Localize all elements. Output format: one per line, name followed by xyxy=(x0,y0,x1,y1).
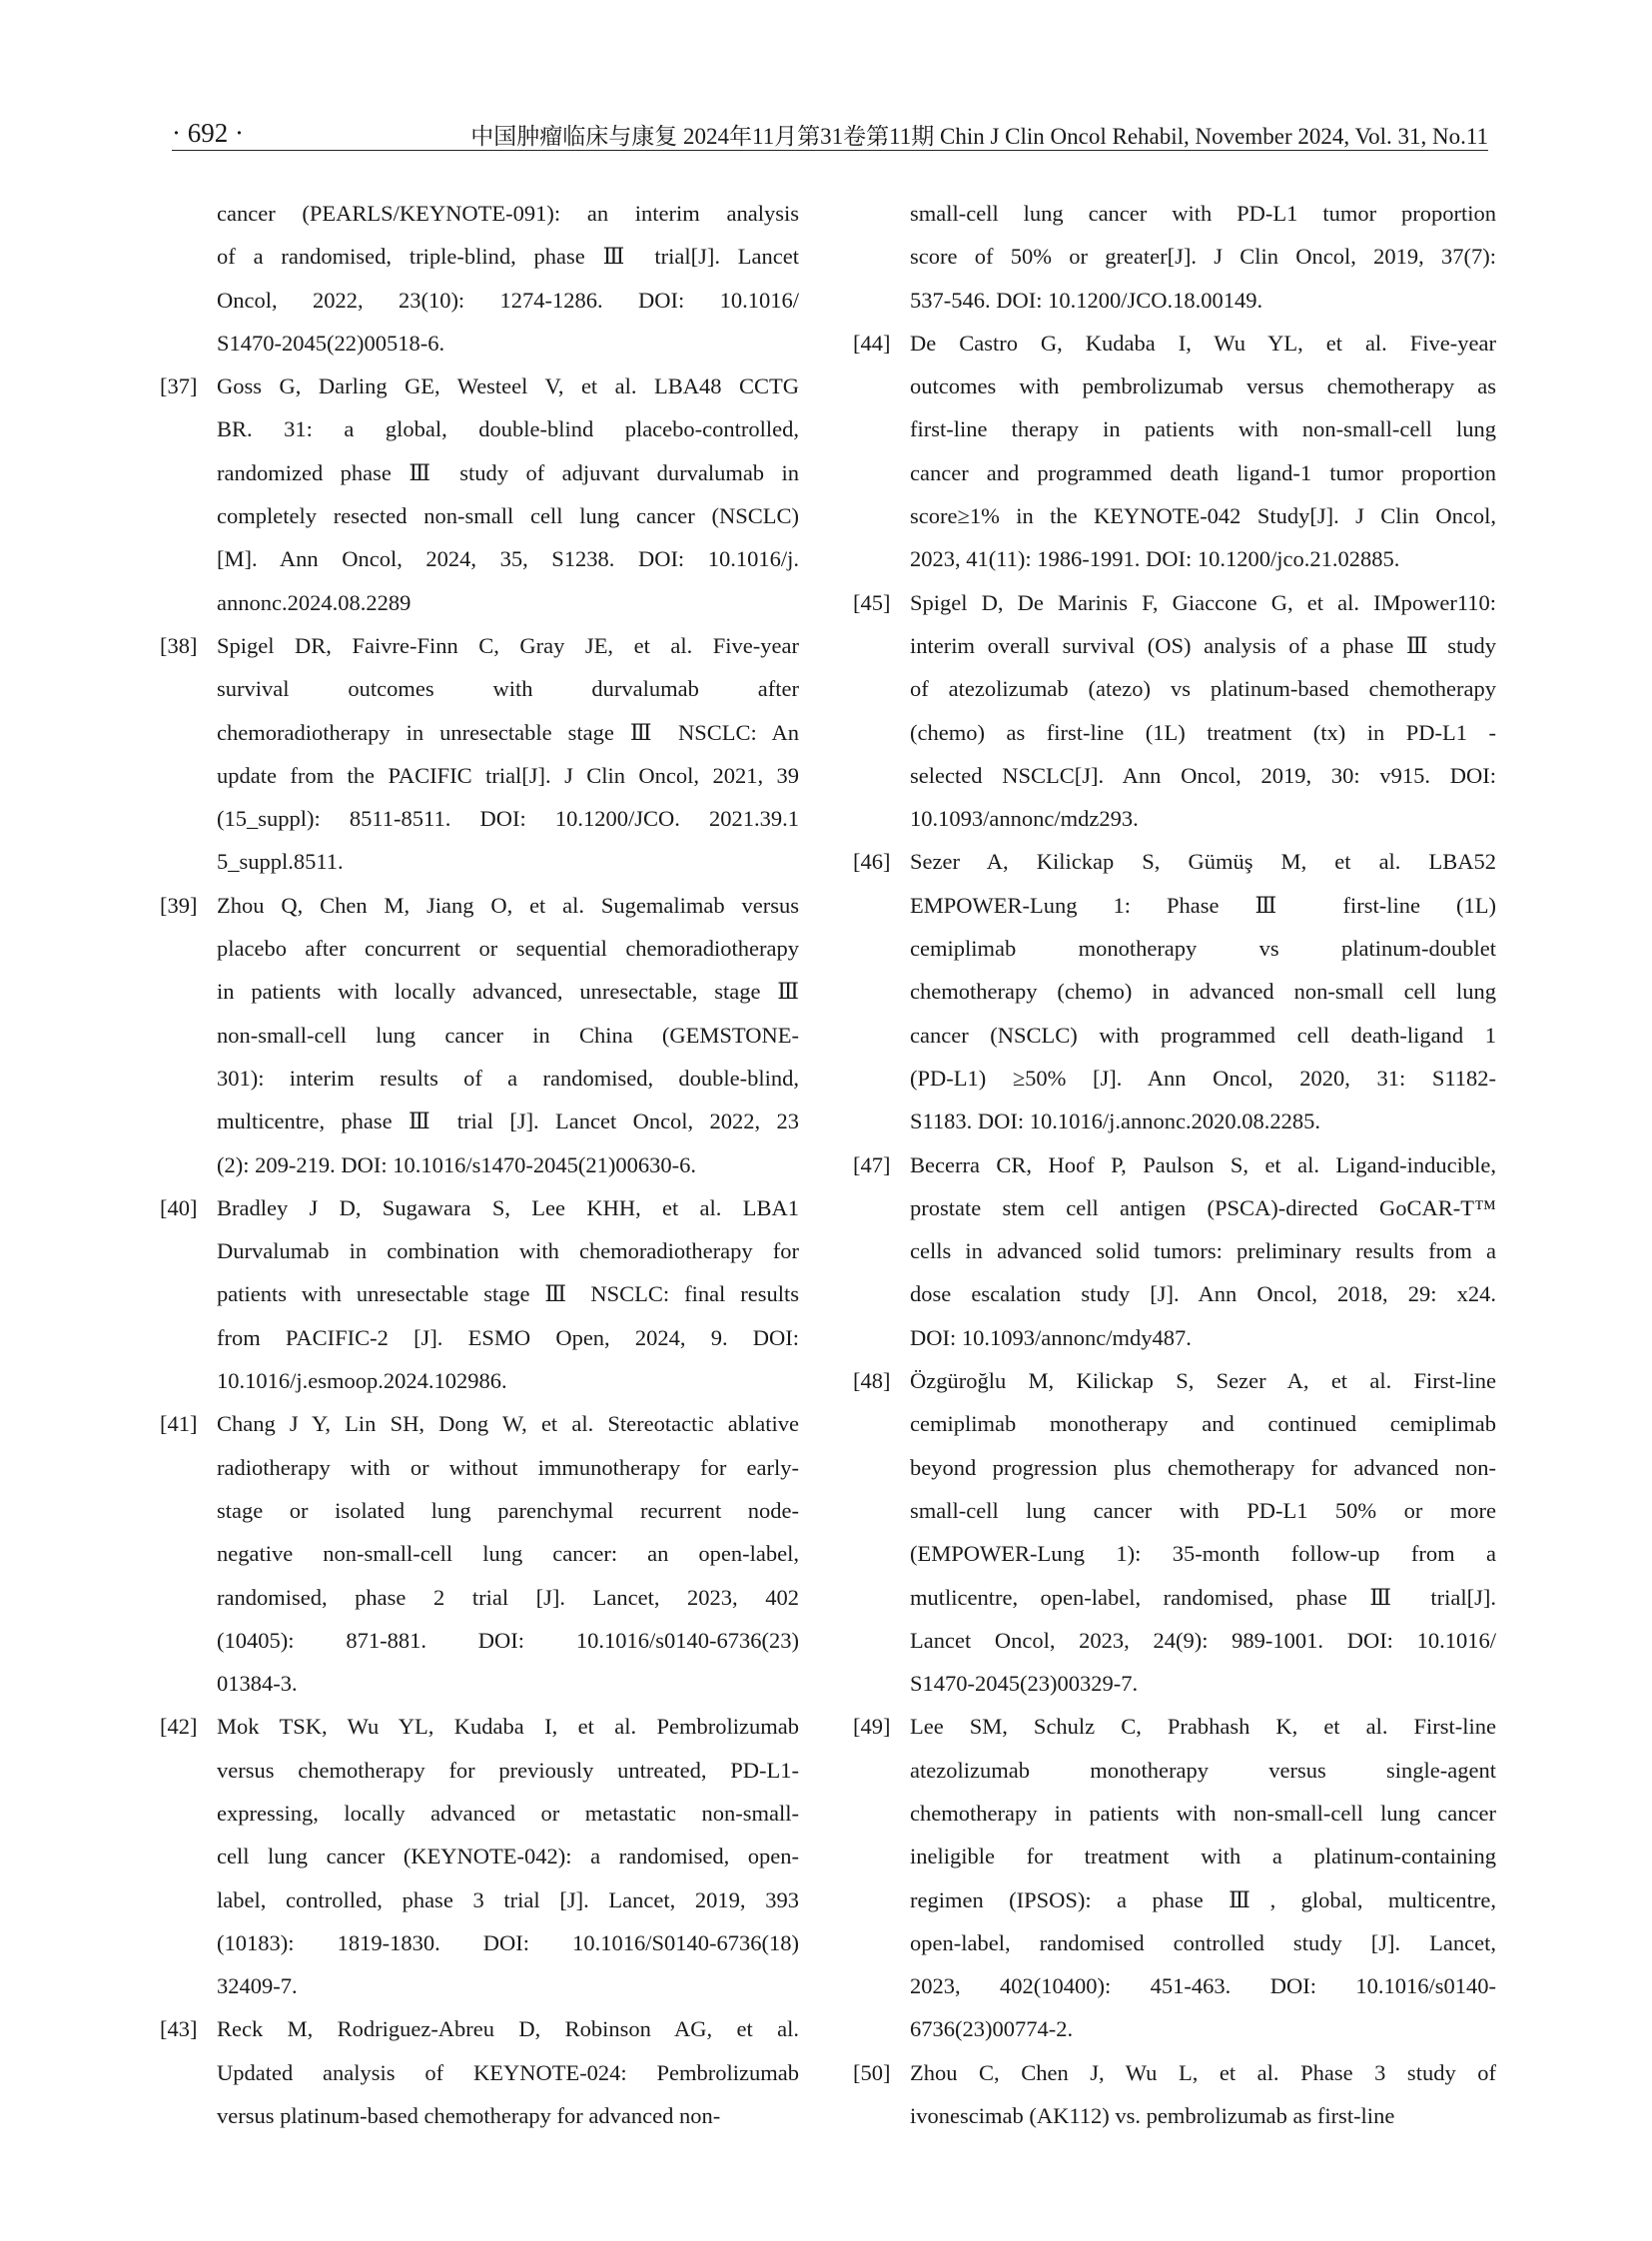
reference-line: chemotherapy (chemo) in advanced non-small cell lung xyxy=(910,979,1496,1005)
reference-line: in patients with locally advanced, unresectable, stage Ⅲ xyxy=(217,979,799,1005)
reference-line: from PACIFIC-2 [J]. ESMO Open, 2024, 9. DOI: xyxy=(217,1324,799,1350)
reference-number: [41] xyxy=(160,1411,198,1437)
reference-line: placebo after concurrent or sequential chemoradiotherapy xyxy=(217,936,799,962)
reference-line: selected NSCLC[J]. Ann Oncol, 2019, 30: v915. DOI: xyxy=(910,762,1496,788)
reference-line: Durvalumab in combination with chemoradiotherapy for xyxy=(217,1238,799,1264)
reference-line: interim overall survival (OS) analysis of a phase Ⅲ study xyxy=(910,632,1496,658)
reference-line: non-small-cell lung cancer in China (GEMSTONE- xyxy=(217,1022,799,1048)
right-column xyxy=(853,192,1496,2137)
reference-line: cancer and programmed death ligand-1 tumor proportion xyxy=(910,459,1496,485)
reference-line: label, controlled, phase 3 trial [J]. Lancet, 2019, 393 xyxy=(217,1886,799,1912)
reference-line: open-label, randomised controlled study [J]. Lancet, xyxy=(910,1929,1496,1955)
reference-line: cemiplimab monotherapy and continued cemiplimab xyxy=(910,1411,1496,1437)
reference-line: (2): 209-219. DOI: 10.1016/s1470-2045(21)00630-6. xyxy=(217,1151,696,1177)
reference-line: S1183. DOI: 10.1016/j.annonc.2020.08.2285. xyxy=(910,1109,1321,1134)
reference-entry xyxy=(160,884,799,1186)
reference-line: beyond progression plus chemotherapy for advanced non- xyxy=(910,1454,1496,1480)
reference-entry xyxy=(853,1143,1496,1359)
reference-entry xyxy=(853,2051,1496,2138)
reference-line: small-cell lung cancer with PD-L1 50% or more xyxy=(910,1497,1496,1523)
reference-line: dose escalation study [J]. Ann Oncol, 2018, 29: x24. xyxy=(910,1281,1496,1307)
reference-line: 32409-7. xyxy=(217,1973,298,1999)
page-number: · 692 · xyxy=(172,118,244,148)
reference-number: [50] xyxy=(853,2059,891,2085)
reference-line: De Castro G, Kudaba I, Wu YL, et al. Five-year xyxy=(910,330,1496,356)
reference-line: S1470-2045(23)00329-7. xyxy=(910,1671,1139,1697)
reference-line: Lee SM, Schulz C, Prabhash K, et al. First-line xyxy=(910,1714,1496,1740)
reference-number: [39] xyxy=(160,892,198,918)
reference-line: multicentre, phase Ⅲ trial [J]. Lancet Oncol, 2022, 23 xyxy=(217,1109,799,1134)
reference-line: 2023, 402(10400): 451-463. DOI: 10.1016/s0140- xyxy=(910,1973,1496,1999)
reference-number: [38] xyxy=(160,632,198,658)
reference-line: Sezer A, Kilickap S, Gümüş M, et al. LBA52 xyxy=(910,849,1496,875)
reference-entry xyxy=(160,1705,799,2007)
reference-line: Chang J Y, Lin SH, Dong W, et al. Stereotactic ablative xyxy=(217,1411,799,1437)
reference-line: ivonescimab (AK112) vs. pembrolizumab as first-line xyxy=(910,2103,1395,2129)
reference-line: 2023, 41(11): 1986-1991. DOI: 10.1200/jco.21.02885. xyxy=(910,546,1400,572)
reference-line: cell lung cancer (KEYNOTE-042): a randomised, open- xyxy=(217,1844,799,1869)
reference-line: versus platinum-based chemotherapy for advanced non- xyxy=(217,2103,721,2129)
reference-line: regimen (IPSOS): a phase Ⅲ, global, multicentre, xyxy=(910,1886,1496,1912)
reference-number: [47] xyxy=(853,1151,891,1177)
reference-line: 537-546. DOI: 10.1200/JCO.18.00149. xyxy=(910,287,1263,313)
reference-line: radiotherapy with or without immunotherapy for early- xyxy=(217,1454,799,1480)
reference-entry xyxy=(160,1402,799,1705)
reference-line: (PD-L1) ≥50% [J]. Ann Oncol, 2020, 31: S1182- xyxy=(910,1065,1496,1091)
reference-line: 6736(23)00774-2. xyxy=(910,2016,1074,2042)
reference-line: Mok TSK, Wu YL, Kudaba I, et al. Pembrolizumab xyxy=(217,1714,799,1740)
reference-line: score≥1% in the KEYNOTE-042 Study[J]. J Clin Oncol, xyxy=(910,503,1496,529)
reference-entry xyxy=(160,624,799,884)
reference-line: Becerra CR, Hoof P, Paulson S, et al. Ligand-inducible, xyxy=(910,1151,1496,1177)
reference-number: [44] xyxy=(853,330,891,356)
reference-line: of atezolizumab (atezo) vs platinum-based chemotherapy xyxy=(910,676,1496,702)
reference-line: expressing, locally advanced or metastatic non-small- xyxy=(217,1800,799,1826)
reference-entry xyxy=(853,1359,1496,1705)
reference-line: update from the PACIFIC trial[J]. J Clin Oncol, 2021, 39 xyxy=(217,762,799,788)
reference-entry xyxy=(160,192,799,365)
reference-entry xyxy=(160,2007,799,2137)
reference-line: (10405): 871-881. DOI: 10.1016/s0140-6736(23) xyxy=(217,1627,799,1653)
reference-line: Goss G, Darling GE, Westeel V, et al. LBA48 CCTG xyxy=(217,374,799,399)
reference-line: BR. 31: a global, double-blind placebo-controlled, xyxy=(217,416,799,442)
reference-line: 01384-3. xyxy=(217,1671,298,1697)
reference-line: chemoradiotherapy in unresectable stage Ⅲ NSCLC: An xyxy=(217,719,799,745)
reference-line: completely resected non-small cell lung cancer (NSCLC) xyxy=(217,503,799,529)
header-rule xyxy=(172,150,1488,151)
reference-line: small-cell lung cancer with PD-L1 tumor proportion xyxy=(910,201,1496,226)
page-header xyxy=(172,112,1488,152)
reference-line: (EMPOWER-Lung 1): 35-month follow-up from a xyxy=(910,1541,1496,1567)
reference-line: survival outcomes with durvalumab after xyxy=(217,676,799,702)
reference-entry xyxy=(853,581,1496,841)
reference-line: versus chemotherapy for previously untreated, PD-L1- xyxy=(217,1757,799,1783)
reference-line: Updated analysis of KEYNOTE-024: Pembrolizumab xyxy=(217,2059,799,2085)
reference-line: score of 50% or greater[J]. J Clin Oncol, 2019, 37(7): xyxy=(910,244,1496,270)
reference-number: [40] xyxy=(160,1194,198,1220)
reference-line: Zhou Q, Chen M, Jiang O, et al. Sugemalimab versus xyxy=(217,892,799,918)
reference-number: [48] xyxy=(853,1368,891,1394)
reference-number: [46] xyxy=(853,849,891,875)
reference-line: Özgüroğlu M, Kilickap S, Sezer A, et al. First-line xyxy=(910,1368,1496,1394)
reference-number: [42] xyxy=(160,1714,198,1740)
reference-line: Lancet Oncol, 2023, 24(9): 989-1001. DOI: 10.1016/ xyxy=(910,1627,1496,1653)
reference-line: 10.1093/annonc/mdz293. xyxy=(910,806,1139,832)
reference-line: Bradley J D, Sugawara S, Lee KHH, et al. LBA1 xyxy=(217,1194,799,1220)
reference-line: cemiplimab monotherapy vs platinum-doublet xyxy=(910,936,1496,962)
reference-entry xyxy=(853,1705,1496,2050)
reference-line: negative non-small-cell lung cancer: an open-label, xyxy=(217,1541,799,1567)
reference-line: randomized phase Ⅲ study of adjuvant durvalumab in xyxy=(217,459,799,485)
reference-entry xyxy=(160,365,799,624)
reference-line: 301): interim results of a randomised, double-blind, xyxy=(217,1065,799,1091)
reference-entry xyxy=(853,322,1496,581)
reference-line: Reck M, Rodriguez-Abreu D, Robinson AG, et al. xyxy=(217,2016,799,2042)
reference-line: cells in advanced solid tumors: preliminary results from a xyxy=(910,1238,1496,1264)
reference-line: EMPOWER-Lung 1: Phase Ⅲ first-line (1L) xyxy=(910,892,1496,918)
reference-line: Oncol, 2022, 23(10): 1274-1286. DOI: 10.1016/ xyxy=(217,287,799,313)
reference-line: patients with unresectable stage Ⅲ NSCLC: final results xyxy=(217,1281,799,1307)
reference-line: Zhou C, Chen J, Wu L, et al. Phase 3 study of xyxy=(910,2059,1496,2085)
reference-entry xyxy=(853,192,1496,322)
reference-line: DOI: 10.1093/annonc/mdy487. xyxy=(910,1324,1192,1350)
reference-number: [43] xyxy=(160,2016,198,2042)
reference-line: annonc.2024.08.2289 xyxy=(217,589,412,615)
reference-line: first-line therapy in patients with non-small-cell lung xyxy=(910,416,1496,442)
reference-number: [45] xyxy=(853,589,891,615)
reference-line: 5_suppl.8511. xyxy=(217,849,344,875)
reference-line: ineligible for treatment with a platinum-containing xyxy=(910,1844,1496,1869)
left-column xyxy=(160,192,799,2137)
reference-line: (15_suppl): 8511-8511. DOI: 10.1200/JCO. 2021.39.1 xyxy=(217,806,799,832)
reference-entry xyxy=(853,840,1496,1142)
reference-line: atezolizumab monotherapy versus single-agent xyxy=(910,1757,1496,1783)
journal-running-title: 中国肿瘤临床与康复 2024年11月第31卷第11期 Chin J Clin Oncol Rehabil, November 2024, Vol. 31, No.11 xyxy=(470,124,1488,149)
reference-line: cancer (PEARLS/KEYNOTE-091): an interim analysis xyxy=(217,201,799,226)
reference-line: chemotherapy in patients with non-small-cell lung cancer xyxy=(910,1800,1496,1826)
reference-line: (10183): 1819-1830. DOI: 10.1016/S0140-6736(18) xyxy=(217,1929,799,1955)
reference-number: [49] xyxy=(853,1714,891,1740)
reference-line: outcomes with pembrolizumab versus chemotherapy as xyxy=(910,374,1496,399)
reference-line: cancer (NSCLC) with programmed cell death-ligand 1 xyxy=(910,1022,1496,1048)
reference-line: mutlicentre, open-label, randomised, phase Ⅲ trial[J]. xyxy=(910,1584,1496,1610)
reference-line: S1470-2045(22)00518-6. xyxy=(217,330,445,356)
reference-line: randomised, phase 2 trial [J]. Lancet, 2023, 402 xyxy=(217,1584,799,1610)
reference-line: 10.1016/j.esmoop.2024.102986. xyxy=(217,1368,507,1394)
reference-line: [M]. Ann Oncol, 2024, 35, S1238. DOI: 10.1016/j. xyxy=(217,546,799,572)
reference-line: Spigel D, De Marinis F, Giaccone G, et al. IMpower110: xyxy=(910,589,1496,615)
reference-line: stage or isolated lung parenchymal recurrent node- xyxy=(217,1497,799,1523)
reference-line: (chemo) as first-line (1L) treatment (tx) in PD-L1 - xyxy=(910,719,1496,745)
reference-entry xyxy=(160,1186,799,1402)
reference-line: Spigel DR, Faivre-Finn C, Gray JE, et al. Five-year xyxy=(217,632,799,658)
reference-line: of a randomised, triple-blind, phase Ⅲ trial[J]. Lancet xyxy=(217,244,799,270)
reference-line: prostate stem cell antigen (PSCA)-directed GoCAR-T™ xyxy=(910,1194,1496,1220)
reference-number: [37] xyxy=(160,374,198,399)
